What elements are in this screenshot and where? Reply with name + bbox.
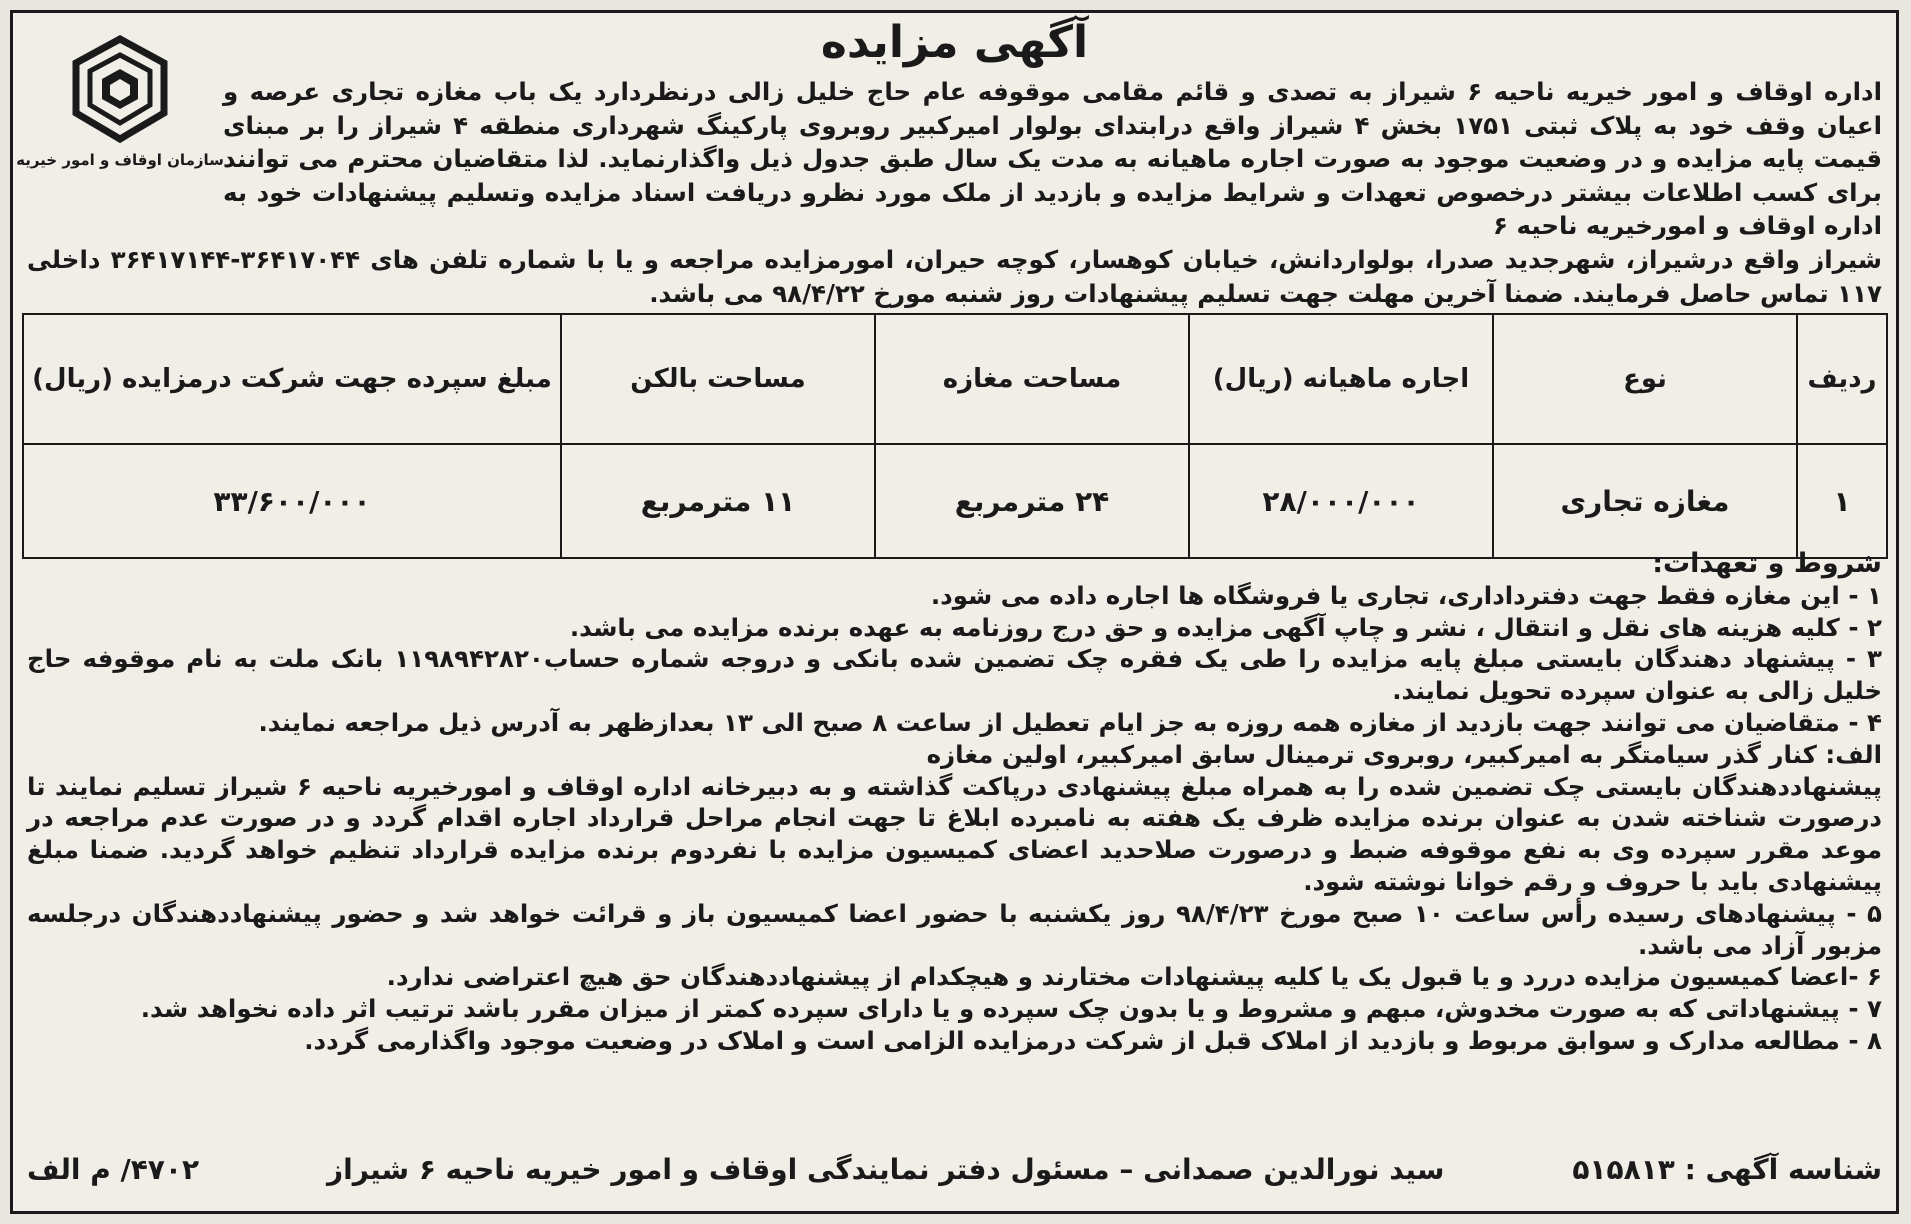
header-balcony-area: مساحت بالکن (561, 314, 875, 444)
header-shop-area: مساحت مغازه (875, 314, 1189, 444)
term-item: ۱ - این مغازه فقط جهت دفترداداری، تجاری یا فروشگاه ها اجاره داده می شود. (930, 580, 1882, 610)
cell-deposit: ۳۳/۶۰۰/۰۰۰ (23, 444, 561, 558)
cell-type: مغازه تجاری (1493, 444, 1797, 558)
cell-row-number: ۱ (1797, 444, 1887, 558)
term-item: پیشنهاددهندگان بایستی چک تضمین شده را به همراه مبلغ پیشنهادی درپاکت گذاشته و به دبیرخانه اداره اوقاف و امورخیریه ناحیه ۶ شیراز تسلیم نمایند تا درصورت شناخته شدن به عنوان برنده مزایده ظرف یک هفته به نامبرده ابلاغ تا جهت انجام مراحل قرارداد اجاره اقدام گردد و در صورت عدم مراجعه در موعد مقرر سپرده وی به نفع موقوفه ضبط و درصورت صلاحدید اعضای کمیسیون مزایده با نفردوم برنده مزایده قرارداد تنظیم خواهد گردید. ضمنا مبلغ پیشنهادی باید با حروف و رقم خوانا نوشته شود. (27, 771, 1882, 896)
logo-caption: سازمان اوقاف و امور خیریه (16, 151, 224, 169)
terms-title: شروط و تعهدات: (1652, 548, 1882, 579)
term-item: ۳ - پیشنهاد دهندگان بایستی مبلغ پایه مزایده را طی یک فقره چک تضمین شده بانکی و دروجه شماره حساب۱۱۹۸۹۴۲۸۲۰ بانک ملت به نام موقوفه حاج خلیل زالی به عنوان سپرده تحویل نمایند. (27, 644, 1882, 706)
term-item: ۴ - متقاضیان می توانند جهت بازدید از مغازه همه روزه به جز ایام تعطیل از ساعت ۸ صبح الی ۱۳ بعدازظهر به آدرس ذیل مراجعه نمایند. (258, 707, 1882, 737)
table-header-row (23, 314, 1887, 444)
advertisement (10, 10, 1899, 1214)
header-deposit: مبلغ سپرده جهت شرکت درمزایده (ریال) (23, 314, 561, 444)
term-item: ۵ - پیشنهادهای رسیده رأس ساعت ۱۰ صبح مورخ ۹۸/۴/۲۳ روز یکشنبه با حضور اعضا کمیسیون باز و قرائت خواهد شد و حضور پیشنهاددهندگان درجلسه مزبور آزاد می باشد. (27, 898, 1883, 960)
header-row-number: ردیف (1797, 314, 1887, 444)
intro-paragraph-tail: شیراز واقع درشیراز، شهرجدید صدرا، بولواردانش، خیابان کوهسار، کوچه حیران، امورمزایده مراجعه و یا با شماره تلفن های ۳۶۴۱۷۰۴۴-۳۶۴۱۷۱۴۴ داخلی ۱۱۷ تماس حاصل فرمایند. ضمنا آخرین مهلت جهت تسلیم پیشنهادات روز شنبه مورخ ۹۸/۴/۲۲ می باشد. (27, 245, 1883, 308)
ad-code: ۴۷۰۲/ م الف (27, 1153, 200, 1186)
terms-section (27, 548, 1882, 1057)
signature: سید نورالدین صمدانی – مسئول دفتر نمایندگی اوقاف و امور خیریه ناحیه ۶ شیراز (326, 1153, 1445, 1186)
intro-paragraph: اداره اوقاف و امور خیریه ناحیه ۶ شیراز به تصدی و قائم مقامی موقوفه عام حاج خلیل زالی درنظردارد یک باب مغازه تجاری عرصه و اعیان وقف خود به پلاک ثبتی ۱۷۵۱ بخش ۴ شیراز واقع درابتدای بولوار امیرکبیر روبروی پارکینگ شهرداری منطقه ۴ شیراز را بر مبنای قیمت پایه مزایده و در وضعیت موجود به صورت اجاره ماهیانه به مدت یک سال طبق جدول ذیل واگذارنماید. لذا متقاضیان محترم می توانند برای کسب اطلاعات بیشتر درخصوص تعهدات و شرایط مزایده و بازدید از ملک مورد نظرو دریافت اسناد مزایده وتسلیم پیشنهادات خود به اداره اوقاف و امورخیریه ناحیه ۶ (223, 77, 1882, 240)
footer (27, 1153, 1882, 1186)
term-item: ۸ - مطالعه مدارک و سوابق مربوط و بازدید از املاک قبل از شرکت درمزایده الزامی است و املاک در وضعیت موجود واگذارمی گردد. (304, 1025, 1882, 1055)
term-item: الف: کنار گذر سیامتگر به امیرکبیر، روبروی ترمینال سابق امیرکبیر، اولین مغازه (926, 739, 1882, 769)
cell-shop-area: ۲۴ مترمربع (875, 444, 1189, 558)
table-row (23, 444, 1887, 558)
term-item: ۷ - پیشنهاداتی که به صورت مخدوش، مبهم و مشروط و یا بدون چک سپرده و یا دارای سپرده کمتر از میزان مقرر باشد ترتیب اثر داده نخواهد شد. (140, 994, 1882, 1024)
page-title: آگهی مزایده (820, 17, 1089, 68)
header-type: نوع (1493, 314, 1797, 444)
auction-table (22, 313, 1888, 559)
term-item: ۲ - کلیه هزینه های نقل و انتقال ، نشر و چاپ آگهی مزایده و حق درج روزنامه به عهده برنده مزایده می باشد. (569, 612, 1882, 642)
cell-monthly-rent: ۲۸/۰۰۰/۰۰۰ (1189, 444, 1493, 558)
cell-balcony-area: ۱۱ مترمربع (561, 444, 875, 558)
header-monthly-rent: اجاره ماهیانه (ریال) (1189, 314, 1493, 444)
ad-id: شناسه آگهی : ۵۱۵۸۱۳ (1572, 1153, 1882, 1186)
term-item: ۶ -اعضا کمیسیون مزایده دررد و یا قبول یک یا کلیه پیشنهادات مختارند و هیچکدام از پیشنهاددهندگان حق هیچ اعتراضی ندارد. (386, 962, 1882, 992)
